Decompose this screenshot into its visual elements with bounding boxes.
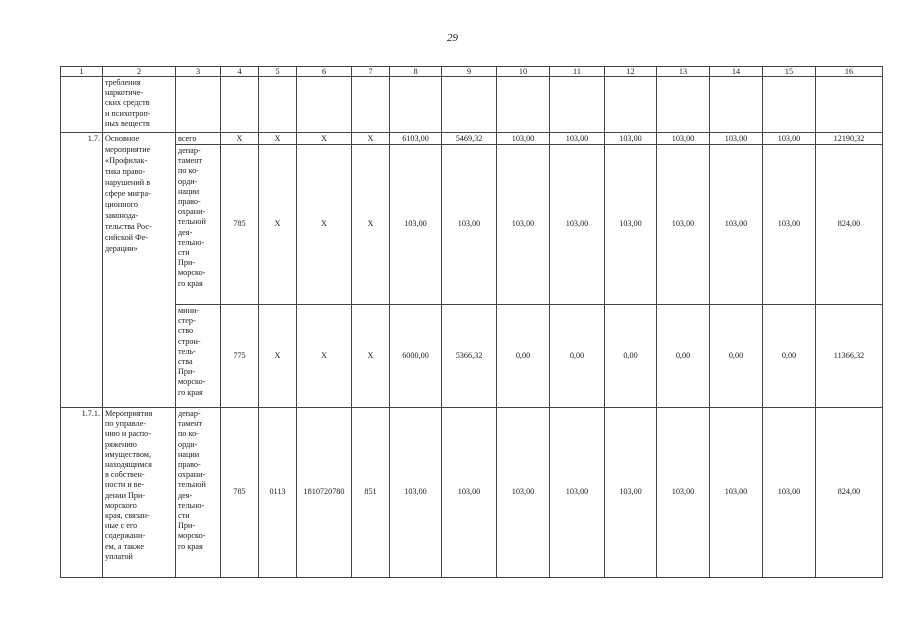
cell-sum: 824,00 [816, 408, 883, 578]
total-sum: 12190,32 [816, 133, 883, 145]
cell-value: 0,00 [710, 305, 763, 408]
cell-c5: 0113 [259, 408, 297, 578]
cell-value: 0,00 [497, 305, 550, 408]
cell-value: 103,00 [605, 145, 657, 305]
total-value: 103,00 [550, 133, 605, 145]
cell-c7: X [352, 145, 390, 305]
cell-value: 103,00 [710, 408, 763, 578]
cell-c7: 851 [352, 408, 390, 578]
total-value: 5469,32 [442, 133, 497, 145]
cell-value: 103,00 [497, 145, 550, 305]
cell-value: 103,00 [657, 408, 710, 578]
responsible-executor: депар- тамент по ко- орди- нации право- охрани- тельной дея- тельно- сти При- морско- го края [176, 145, 221, 305]
col-header-2: 2 [103, 67, 176, 77]
total-value: 6103,00 [390, 133, 442, 145]
cell-c6: X [297, 305, 352, 408]
measure-row-785 [61, 145, 883, 305]
cell-value: 103,00 [550, 145, 605, 305]
cell-value: 103,00 [550, 408, 605, 578]
total-value: 103,00 [710, 133, 763, 145]
cell-sum: 824,00 [816, 145, 883, 305]
responsible-executor: депар- тамент по ко- орди- нации право- охрани- тельной дея- тельно- сти При- морско- го края [176, 408, 221, 578]
row-name: требления наркотиче- ских средств и психотроп- ных веществ [103, 77, 176, 133]
col-header-15: 15 [763, 67, 816, 77]
responsible-executor: мини- стер- ство строи- тель- ства При- морско- го края [176, 305, 221, 408]
total-c7: X [352, 133, 390, 145]
column-number-row [61, 67, 883, 77]
cell-c4: 775 [221, 305, 259, 408]
total-c4: X [221, 133, 259, 145]
cell-c7: X [352, 305, 390, 408]
cell-c5: X [259, 305, 297, 408]
cell-value: 103,00 [710, 145, 763, 305]
cell-value: 103,00 [390, 145, 442, 305]
cell-value: 103,00 [497, 408, 550, 578]
total-value: 103,00 [657, 133, 710, 145]
row-code [61, 77, 103, 133]
cell-c5: X [259, 145, 297, 305]
col-header-8: 8 [390, 67, 442, 77]
cell-c4: 785 [221, 408, 259, 578]
col-header-3: 3 [176, 67, 221, 77]
col-header-5: 5 [259, 67, 297, 77]
col-header-12: 12 [605, 67, 657, 77]
cell-value: 103,00 [763, 145, 816, 305]
col-header-13: 13 [657, 67, 710, 77]
cell-sum: 11366,32 [816, 305, 883, 408]
measure-row-775 [61, 305, 883, 408]
col-header-6: 6 [297, 67, 352, 77]
col-header-14: 14 [710, 67, 763, 77]
col-header-4: 4 [221, 67, 259, 77]
total-c6: X [297, 133, 352, 145]
budget-table [60, 66, 883, 578]
cell-value: 103,00 [442, 408, 497, 578]
cell-c4: 785 [221, 145, 259, 305]
total-c5: X [259, 133, 297, 145]
cell-value: 0,00 [550, 305, 605, 408]
cell-value: 103,00 [763, 408, 816, 578]
measure-code: 1.7. [61, 133, 103, 408]
submeasure-code: 1.7.1. [61, 408, 103, 578]
cell-value: 103,00 [605, 408, 657, 578]
col-header-10: 10 [497, 67, 550, 77]
col-header-9: 9 [442, 67, 497, 77]
col-header-7: 7 [352, 67, 390, 77]
cell-value: 0,00 [763, 305, 816, 408]
col-header-11: 11 [550, 67, 605, 77]
submeasure-name: Мероприятия по управле- нию и распо- ряжению имуществом, находящимся в собствен- ности и ве- дении При- морского края, связан- ные с его содержани- ем, а также уплатой [103, 408, 176, 578]
cell-value: 0,00 [657, 305, 710, 408]
cell-value: 103,00 [390, 408, 442, 578]
cell-c6: 1810720780 [297, 408, 352, 578]
measure-total-row [61, 133, 883, 145]
cell-c6: X [297, 145, 352, 305]
total-value: 103,00 [605, 133, 657, 145]
col-header-16: 16 [816, 67, 883, 77]
cell-value: 6000,00 [390, 305, 442, 408]
col-header-1: 1 [61, 67, 103, 77]
total-value: 103,00 [497, 133, 550, 145]
total-value: 103,00 [763, 133, 816, 145]
measure-name: Основное мероприятие «Профилак- тика право- нарушений в сфере мигра- ционного законода- тельства Рос- сийской Фе- дерации» [103, 133, 176, 408]
submeasure-row [61, 408, 883, 578]
page-number: 29 [447, 32, 458, 44]
cell-value: 103,00 [657, 145, 710, 305]
cell-value: 0,00 [605, 305, 657, 408]
cell-value: 5366,32 [442, 305, 497, 408]
cell-value: 103,00 [442, 145, 497, 305]
total-label: всего [176, 133, 221, 145]
continuation-row [61, 77, 883, 133]
